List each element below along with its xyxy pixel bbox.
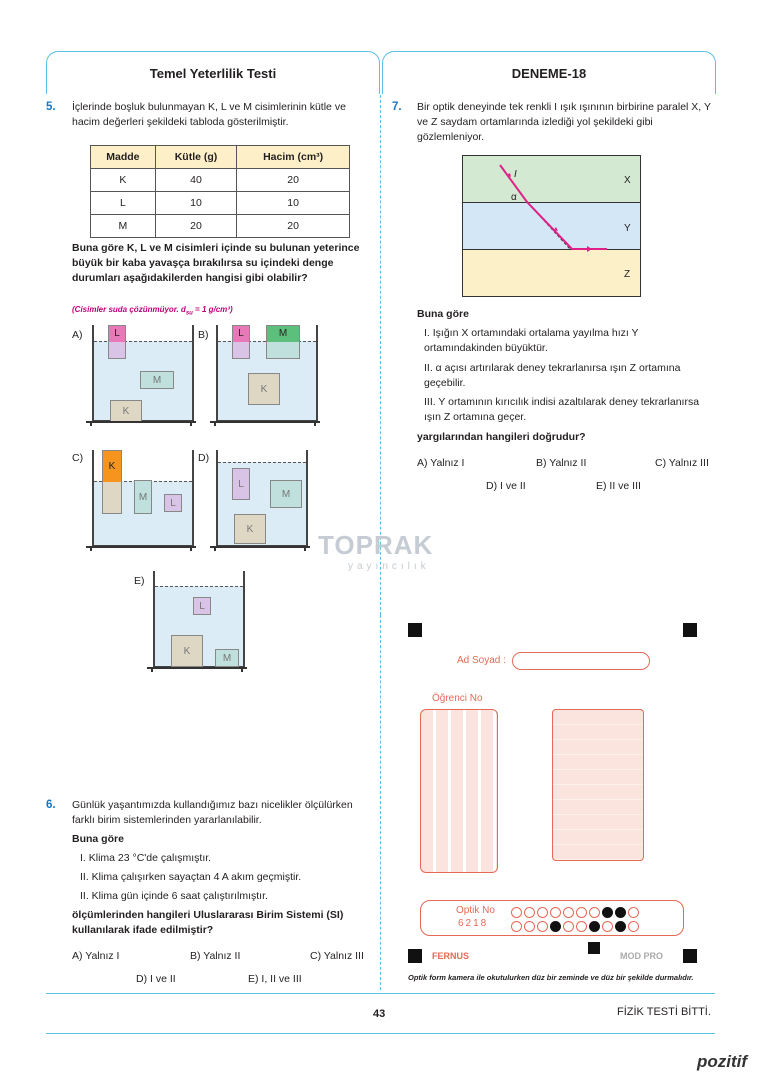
q6-item-1: I. Klima 23 °C'de çalışmıştır.: [80, 852, 212, 864]
option-e-label[interactable]: E): [134, 575, 145, 587]
table-cell: 20: [237, 169, 350, 192]
mass-volume-table: [90, 145, 350, 238]
layer-y: [463, 203, 641, 250]
optik-no-label: Optik No: [456, 905, 495, 916]
block-k: K: [248, 373, 280, 405]
exam-title: DENEME-18: [511, 65, 587, 81]
form-corner-mark: [683, 949, 697, 963]
stand-b: [210, 421, 320, 423]
block-l: L: [108, 325, 126, 359]
beaker-a: [92, 325, 194, 422]
publisher-logo: pozitif: [697, 1052, 748, 1071]
column-divider-lower: [380, 615, 381, 990]
option-a-label[interactable]: A): [72, 329, 83, 341]
beaker-e: [153, 571, 245, 668]
student-no-grid[interactable]: [420, 709, 498, 873]
table-cell: M: [91, 215, 156, 238]
question-6-prompt: ölçümlerinden hangileri Uluslararası Birim Sistemi (SI) kullanılarak ifade edilmiştir?: [72, 909, 344, 936]
q7-item-3: III. Y ortamının kırıcılık indisi azaltılarak deney tekrarlanırsa ışın Z ortamına geçer.: [424, 396, 700, 423]
q7-option-b[interactable]: B) Yalnız II: [536, 457, 587, 469]
note-end: = 1 g/cm³): [192, 305, 233, 314]
question-7-prompt: yargılarından hangileri doğrudur?: [417, 431, 586, 443]
watermark-main: TOPRAK: [318, 530, 434, 560]
footer-line-bottom: [46, 1033, 715, 1034]
label-y: Y: [624, 223, 631, 234]
form-corner-mark: [683, 623, 697, 637]
form-corner-mark: [408, 949, 422, 963]
beaker-c: [92, 450, 194, 547]
page-number: 43: [373, 1008, 386, 1020]
footer-line-top: [46, 993, 715, 994]
header-left: [46, 51, 380, 94]
q6-item-2: II. Klima çalışırken sayaçtan 4 A akım geçmiştir.: [80, 871, 302, 883]
name-label: Ad Soyad :: [457, 655, 506, 666]
block-m: M: [134, 480, 152, 514]
option-c-label[interactable]: C): [72, 452, 84, 464]
beaker-b: [216, 325, 318, 422]
angle-label: α: [511, 192, 517, 203]
block-k: K: [102, 450, 122, 514]
answer-grid[interactable]: [552, 709, 644, 861]
label-z: Z: [624, 269, 631, 280]
block-m: M: [140, 371, 174, 389]
beaker-d: [216, 450, 308, 547]
table-header: Hacim (cm³): [237, 146, 350, 169]
block-l: L: [232, 325, 250, 359]
question-6-stem: Günlük yaşantımızda kullandığımız bazı nicelikler ölçülürken farklı birim sistemlerinden yararlanılabilir.: [72, 799, 353, 826]
table-cell: 10: [237, 192, 350, 215]
q7-option-e[interactable]: E) II ve III: [596, 480, 641, 492]
table-header: Madde: [91, 146, 156, 169]
q7-item-1: I. Işığın X ortamındaki ortalama yayılma hızı Y ortamındakinden büyüktür.: [424, 327, 639, 354]
brand-right: MOD PRO: [620, 951, 664, 961]
question-5-number: 5.: [46, 101, 56, 113]
test-end-text: FİZİK TESTİ BİTTİ.: [617, 1006, 711, 1018]
block-k: K: [171, 635, 203, 667]
table-cell: 40: [155, 169, 236, 192]
question-5-stem: İçlerinde boşluk bulunmayan K, L ve M cisimlerinin kütle ve hacim değerleri şekildeki tabloda gösterilmiştir.: [72, 101, 346, 128]
label-x: X: [624, 175, 631, 186]
block-l: L: [164, 494, 182, 512]
block-m: M: [270, 480, 302, 508]
option-b-label[interactable]: B): [198, 329, 209, 341]
q6-option-a[interactable]: A) Yalnız I: [72, 950, 120, 962]
question-7-number: 7.: [392, 101, 402, 113]
block-k: K: [234, 514, 266, 544]
block-m: M: [215, 649, 239, 667]
table-cell: K: [91, 169, 156, 192]
q7-option-a[interactable]: A) Yalnız I: [417, 457, 465, 469]
name-field[interactable]: [512, 652, 650, 670]
q6-option-b[interactable]: B) Yalnız II: [190, 950, 241, 962]
table-cell: L: [91, 192, 156, 215]
table-cell: 20: [155, 215, 236, 238]
watermark-sub: yayıncılık: [348, 561, 430, 572]
form-note: Optik form kamera ile okutulurken düz bir zeminde ve düz bir şekilde durmalıdır.: [408, 973, 694, 982]
q6-item-3: II. Klima gün içinde 6 saat çalıştırılmıştır.: [80, 890, 268, 902]
table-header: Kütle (g): [155, 146, 236, 169]
stand-a: [86, 421, 196, 423]
optik-no-value: 6218: [458, 918, 489, 929]
table-cell: 20: [237, 215, 350, 238]
q7-option-d[interactable]: D) I ve II: [486, 480, 526, 492]
stand-c: [86, 546, 196, 548]
density-note: [72, 305, 233, 317]
form-corner-mark: [408, 623, 422, 637]
question-5-prompt: Buna göre K, L ve M cisimleri içinde su bulunan yeterince büyük bir kaba yavaşça bırakılırsa su içindeki denge durumları aşağıdakilerden hangisi gibi olabilir?: [72, 242, 360, 284]
block-m: M: [266, 325, 300, 359]
layer-x: [463, 156, 641, 203]
watermark: [318, 530, 433, 572]
optics-diagram: [462, 155, 642, 297]
q6-option-c[interactable]: C) Yalnız III: [310, 950, 364, 962]
test-title: Temel Yeterlilik Testi: [149, 65, 277, 81]
block-l: L: [193, 597, 211, 615]
q6-option-d[interactable]: D) I ve II: [136, 973, 176, 985]
note-text: (Cisimler suda çözünmüyor. d: [72, 305, 186, 314]
optik-bubbles-row-2[interactable]: [510, 918, 640, 936]
header-right: [382, 51, 716, 94]
block-l: L: [232, 468, 250, 500]
student-no-label: Öğrenci No: [432, 693, 483, 704]
stand-e: [147, 667, 247, 669]
question-7-lead: Buna göre: [417, 308, 469, 320]
question-6-number: 6.: [46, 799, 56, 811]
q7-item-2: II. α açısı artırılarak deney tekrarlanırsa ışın Z ortamına geçebilir.: [424, 362, 681, 389]
q7-option-c[interactable]: C) Yalnız III: [655, 457, 709, 469]
q6-option-e[interactable]: E) I, II ve III: [248, 973, 302, 985]
block-k: K: [110, 400, 142, 422]
note-sub: su: [185, 310, 193, 317]
ray-label: I: [514, 169, 517, 180]
form-corner-mark: [588, 942, 600, 954]
question-6-lead: Buna göre: [72, 833, 124, 845]
layer-z: [463, 250, 641, 297]
brand-left: FERNUS: [432, 951, 470, 961]
table-cell: 10: [155, 192, 236, 215]
option-d-label[interactable]: D): [198, 452, 210, 464]
question-7-stem: Bir optik deneyinde tek renkli I ışık ışınının birbirine paralel X, Y ve Z saydam ortamlarında izlediği yol şekildeki gibi gözlemleniyor.: [417, 101, 711, 143]
stand-d: [210, 546, 310, 548]
